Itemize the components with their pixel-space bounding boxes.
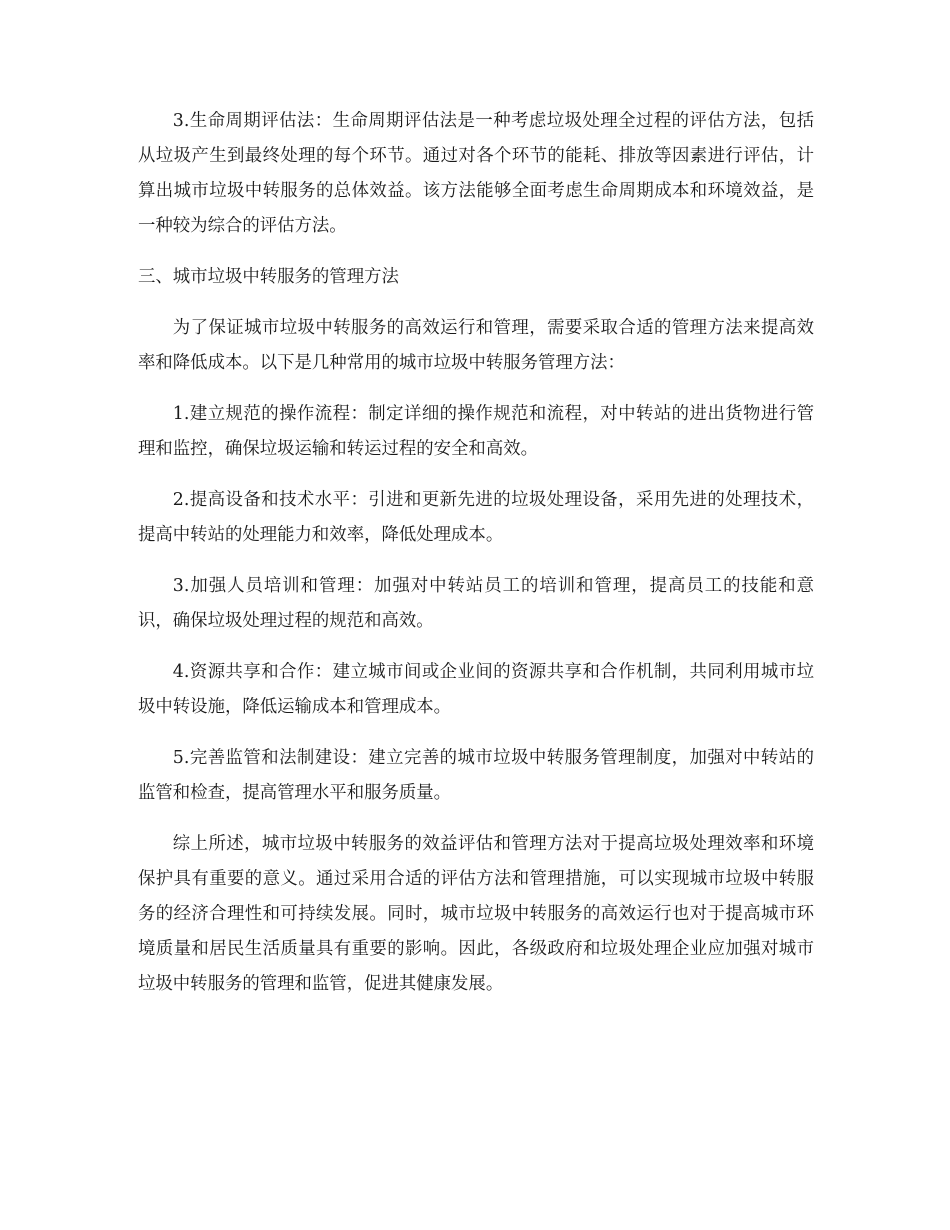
para-item-4: 4.资源共享和合作：建立城市间或企业间的资源共享和合作机制，共同利用城市垃圾中转设施，降低运输成本和管理成本。 [138,662,814,717]
para-lifecycle-method: 3.生命周期评估法：生命周期评估法是一种考虑垃圾处理全过程的评估方法，包括从垃圾产生到最终处理的每个环节。通过对各个环节的能耗、排放等因素进行评估，计算出城市垃圾中转服务的总体效益。该方法能够全面考虑生命周期成本和环境效益，是一种较为综合的评估方法。 [138,111,814,236]
para-conclusion: 综上所述，城市垃圾中转服务的效益评估和管理方法对于提高垃圾处理效率和环境保护具有重要的意义。通过采用合适的评估方法和管理措施，可以实现城市垃圾中转服务的经济合理性和可持续发展。同时，城市垃圾中转服务的高效运行也对于提高城市环境质量和居民生活质量具有重要的影响。因此，各级政府和垃圾处理企业应加强对城市垃圾中转服务的管理和监管，促进其健康发展。 [138,834,814,994]
para-item-3: 3.加强人员培训和管理：加强对中转站员工的培训和管理，提高员工的技能和意识，确保垃圾处理过程的规范和高效。 [138,576,814,631]
para-item-5: 5.完善监管和法制建设：建立完善的城市垃圾中转服务管理制度，加强对中转站的监管和检查，提高管理水平和服务质量。 [138,748,814,803]
document-page [138,104,814,1018]
para-management-intro: 为了保证城市垃圾中转服务的高效运行和管理，需要采取合适的管理方法来提高效率和降低成本。以下是几种常用的城市垃圾中转服务管理方法： [138,318,814,373]
para-item-1: 1.建立规范的操作流程：制定详细的操作规范和流程，对中转站的进出货物进行管理和监控，确保垃圾运输和转运过程的安全和高效。 [138,404,814,459]
para-item-2: 2.提高设备和技术水平：引进和更新先进的垃圾处理设备，采用先进的处理技术，提高中转站的处理能力和效率，降低处理成本。 [138,490,814,545]
section-heading-management: 三、城市垃圾中转服务的管理方法 [138,267,399,287]
